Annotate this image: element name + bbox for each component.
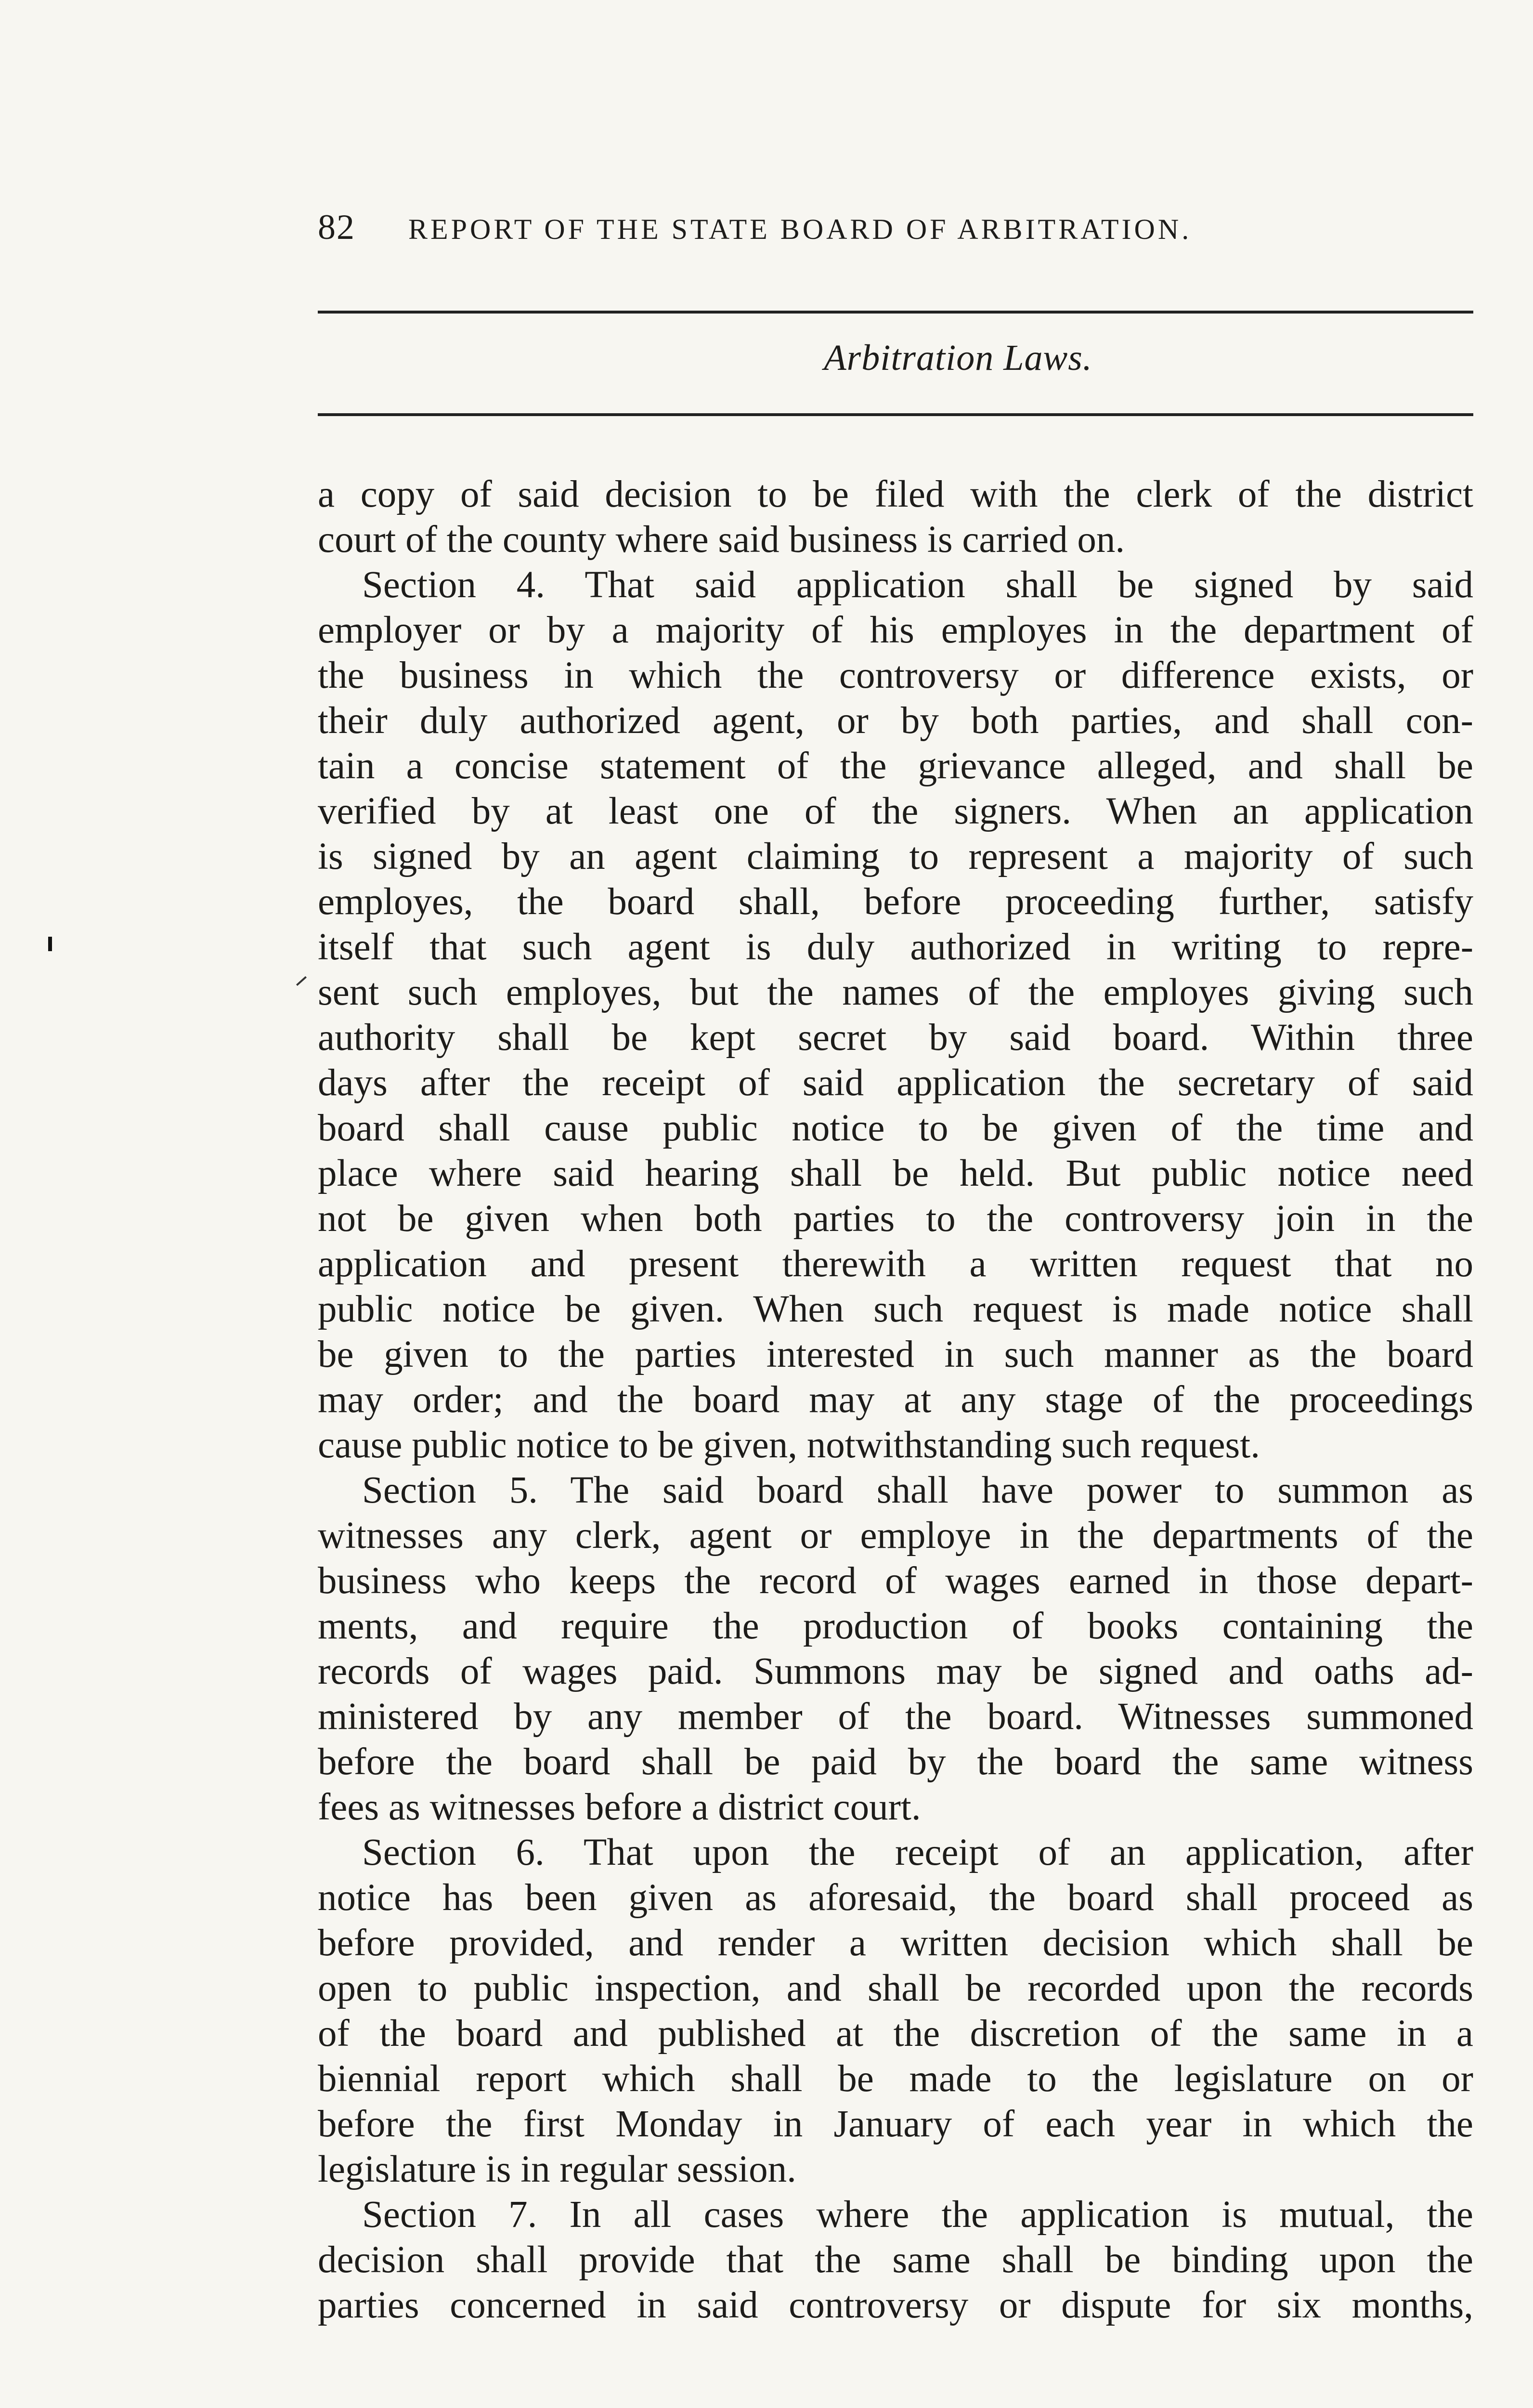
text-line: is signed by an agent claiming to represent a majority of such [318, 836, 1473, 877]
text-line: court of the county where said business is carried on. [318, 519, 1125, 561]
text-line: their duly authorized agent, or by both parties, and shall con- [318, 700, 1473, 742]
text-line: ments, and require the production of books containing the [318, 1605, 1473, 1647]
page-number: 82 [318, 208, 355, 247]
text-line: before provided, and render a written decision which shall be [318, 1922, 1473, 1964]
text-line: before the board shall be paid by the board the same witness [318, 1741, 1473, 1783]
text-line: days after the receipt of said application the secretary of said [318, 1062, 1473, 1104]
text-line: place where said hearing shall be held. But public notice need [318, 1152, 1473, 1194]
text-line: application and present therewith a written request that no [318, 1243, 1473, 1285]
text-line: ministered by any member of the board. Witnesses summoned [318, 1696, 1473, 1738]
body-text [318, 472, 1473, 2328]
text-line: biennial report which shall be made to the legislature on or [318, 2058, 1473, 2100]
running-title: REPORT OF THE STATE BOARD OF ARBITRATION. [408, 213, 1192, 245]
text-line: a copy of said decision to be filed with the clerk of the district [318, 473, 1473, 515]
text-line: board shall cause public notice to be given of the time and [318, 1107, 1473, 1149]
text-line: legislature is in regular session. [318, 2148, 796, 2190]
text-line: before the first Monday in January of each year in which the [318, 2103, 1473, 2145]
text-line: may order; and the board may at any stage of the proceedings [318, 1379, 1473, 1421]
text-line: the business in which the controversy or difference exists, or [318, 654, 1473, 696]
margin-tick-mark [296, 976, 307, 986]
text-line: business who keeps the record of wages earned in those depart- [318, 1560, 1473, 1602]
text-line: cause public notice to be given, notwithstanding such request. [318, 1424, 1260, 1466]
running-header [318, 207, 1473, 260]
text-line: verified by at least one of the signers. When an application [318, 790, 1473, 832]
header-rule-top [318, 311, 1473, 314]
text-line: notice has been given as aforesaid, the board shall proceed as [318, 1877, 1473, 1919]
text-line: be given to the parties interested in such manner as the board [318, 1334, 1473, 1375]
text-line: fees as witnesses before a district court. [318, 1786, 921, 1828]
text-line: open to public inspection, and shall be recorded upon the records [318, 1967, 1473, 2009]
text-line: Section 7. In all cases where the application is mutual, the [362, 2194, 1473, 2236]
text-line: witnesses any clerk, agent or employe in the departments of the [318, 1515, 1473, 1557]
text-line: records of wages paid. Summons may be signed and oaths ad- [318, 1650, 1473, 1692]
text-line: itself that such agent is duly authorized in writing to repre- [318, 926, 1473, 968]
margin-ink-mark [48, 937, 52, 951]
text-line: employer or by a majority of his employes in the department of [318, 609, 1473, 651]
text-line: employes, the board shall, before proceeding further, satisfy [318, 881, 1473, 923]
text-line: not be given when both parties to the controversy join in the [318, 1198, 1473, 1240]
header-rule-bottom [318, 413, 1473, 416]
text-line: authority shall be kept secret by said board. Within three [318, 1017, 1473, 1059]
text-line: Section 4. That said application shall be signed by said [362, 564, 1473, 606]
text-line: Section 5. The said board shall have power to summon as [362, 1469, 1473, 1511]
text-line: tain a concise statement of the grievance alleged, and shall be [318, 745, 1473, 787]
text-line: sent such employes, but the names of the employes giving such [318, 971, 1473, 1013]
text-line: public notice be given. When such request is made notice shall [318, 1288, 1473, 1330]
text-line: Section 6. That upon the receipt of an application, after [362, 1832, 1473, 1873]
text-line: of the board and published at the discretion of the same in a [318, 2013, 1473, 2055]
text-line: decision shall provide that the same shall be binding upon the [318, 2239, 1473, 2281]
text-line: parties concerned in said controversy or dispute for six months, [318, 2284, 1473, 2326]
section-heading: Arbitration Laws. [824, 338, 1092, 378]
